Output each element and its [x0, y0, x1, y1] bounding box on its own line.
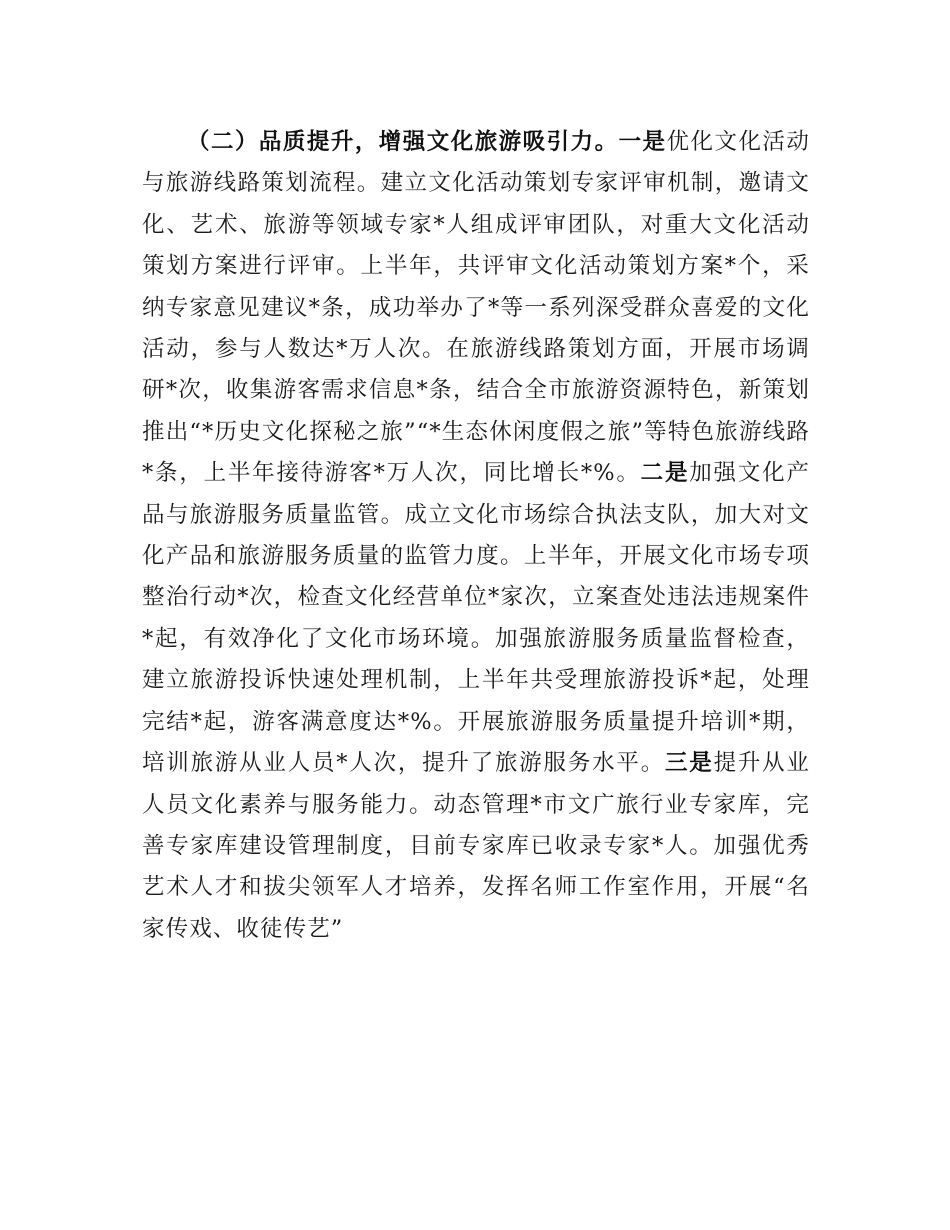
point-text-third: 提升从业人员文化素养与服务能力。动态管理*市文广旅行业专家库，完善专家库建设管理制度，目前专家库已收录专家*人。加强优秀艺术人才和拔尖领军人才培养，发挥名师工作室作用，开展“名家传戏、收徒传艺” [142, 750, 811, 942]
point-marker-first: 一是 [618, 129, 667, 155]
section-heading: （二）品质提升，增强文化旅游吸引力。 [187, 129, 619, 155]
point-marker-third: 三是 [664, 750, 714, 777]
body-paragraph [142, 122, 810, 950]
point-marker-second: 二是 [640, 460, 690, 487]
point-text-first: 优化文化活动与旅游线路策划流程。建立文化活动策划专家评审机制，邀请文化、艺术、旅游等领域专家*人组成评审团队，对重大文化活动策划方案进行评审。上半年，共评审文化活动策划方案*个，采纳专家意见建议*条，成功举办了*等一系列深受群众喜爱的文化活动，参与人数达*万人次。在旅游线路策划方面，开展市场调研*次，收集游客需求信息*条，结合全市旅游资源特色，新策划推出“*历史文化探秘之旅”“*生态休闲度假之旅”等特色旅游线路*条，上半年接待游客*万人次，同比增长*%。 [142, 129, 810, 487]
point-text-second: 加强文化产品与旅游服务质量监管。成立文化市场综合执法支队，加大对文化产品和旅游服务质量的监管力度。上半年，开展文化市场专项整治行动*次，检查文化经营单位*家次，立案查处违法违规案件*起，有效净化了文化市场环境。加强旅游服务质量监督检查，建立旅游投诉快速处理机制，上半年共受理旅游投诉*起，处理完结*起，游客满意度达*%。开展旅游服务质量提升培训*期，培训旅游从业人员*人次，提升了旅游服务水平。 [142, 460, 810, 777]
